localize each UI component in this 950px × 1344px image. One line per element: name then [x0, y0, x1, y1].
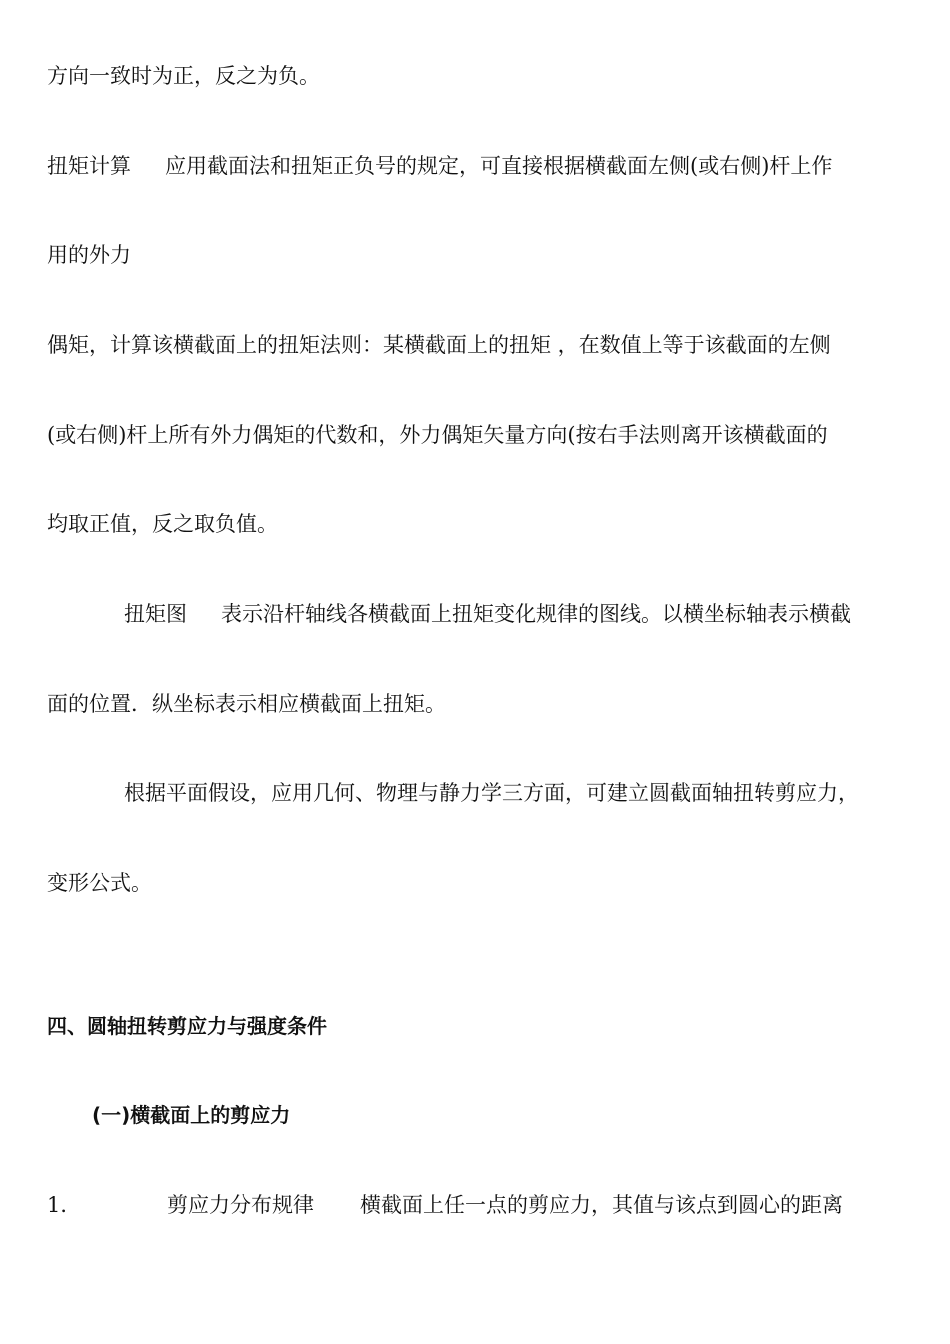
line-text: 应用截面法和扭矩正负号的规定，可直接根据横截面左侧(或右侧)杆上作	[165, 154, 833, 178]
line-text: 偶矩，计算该横截面上的扭矩法则：某横截面上的扭矩 ，在数值上等于该截面的左侧	[47, 333, 831, 357]
item-number: 1．	[47, 1193, 82, 1217]
paragraph-line	[47, 62, 320, 90]
paragraph-line	[124, 779, 859, 807]
paragraph-line	[47, 331, 831, 359]
line-text: 横截面上任一点的剪应力，其值与该点到圆心的距离	[360, 1193, 843, 1217]
term-label: 扭矩计算	[47, 154, 131, 178]
paragraph-line	[124, 600, 851, 628]
paragraph-line	[47, 152, 832, 180]
paragraph-line	[47, 241, 131, 269]
term-label: 扭矩图	[124, 602, 187, 626]
line-text: 面的位置．纵坐标表示相应横截面上扭矩。	[47, 692, 446, 716]
line-text: 表示沿杆轴线各横截面上扭矩变化规律的图线。以横坐标轴表示横截	[221, 602, 851, 626]
line-text: 根据平面假设，应用几何、物理与静力学三方面，可建立圆截面轴扭转剪应力，	[124, 781, 859, 805]
line-text: (或右侧)杆上所有外力偶矩的代数和，外力偶矩矢量方向(按右手法则离开该横截面的	[47, 423, 828, 447]
term-label: 剪应力分布规律	[167, 1193, 314, 1217]
subsection-heading: (一)横截面上的剪应力	[92, 1103, 291, 1127]
line-text: 均取正值，反之取负值。	[47, 512, 278, 536]
section-heading: 四、圆轴扭转剪应力与强度条件	[47, 1014, 327, 1038]
line-text: 变形公式。	[47, 871, 152, 895]
paragraph-line	[47, 869, 152, 897]
paragraph-line	[47, 690, 446, 718]
list-item	[47, 1191, 843, 1219]
line-text: 用的外力	[47, 243, 131, 267]
paragraph-line	[47, 421, 828, 449]
line-text: 方向一致时为正，反之为负。	[47, 64, 320, 88]
paragraph-line	[47, 510, 278, 538]
